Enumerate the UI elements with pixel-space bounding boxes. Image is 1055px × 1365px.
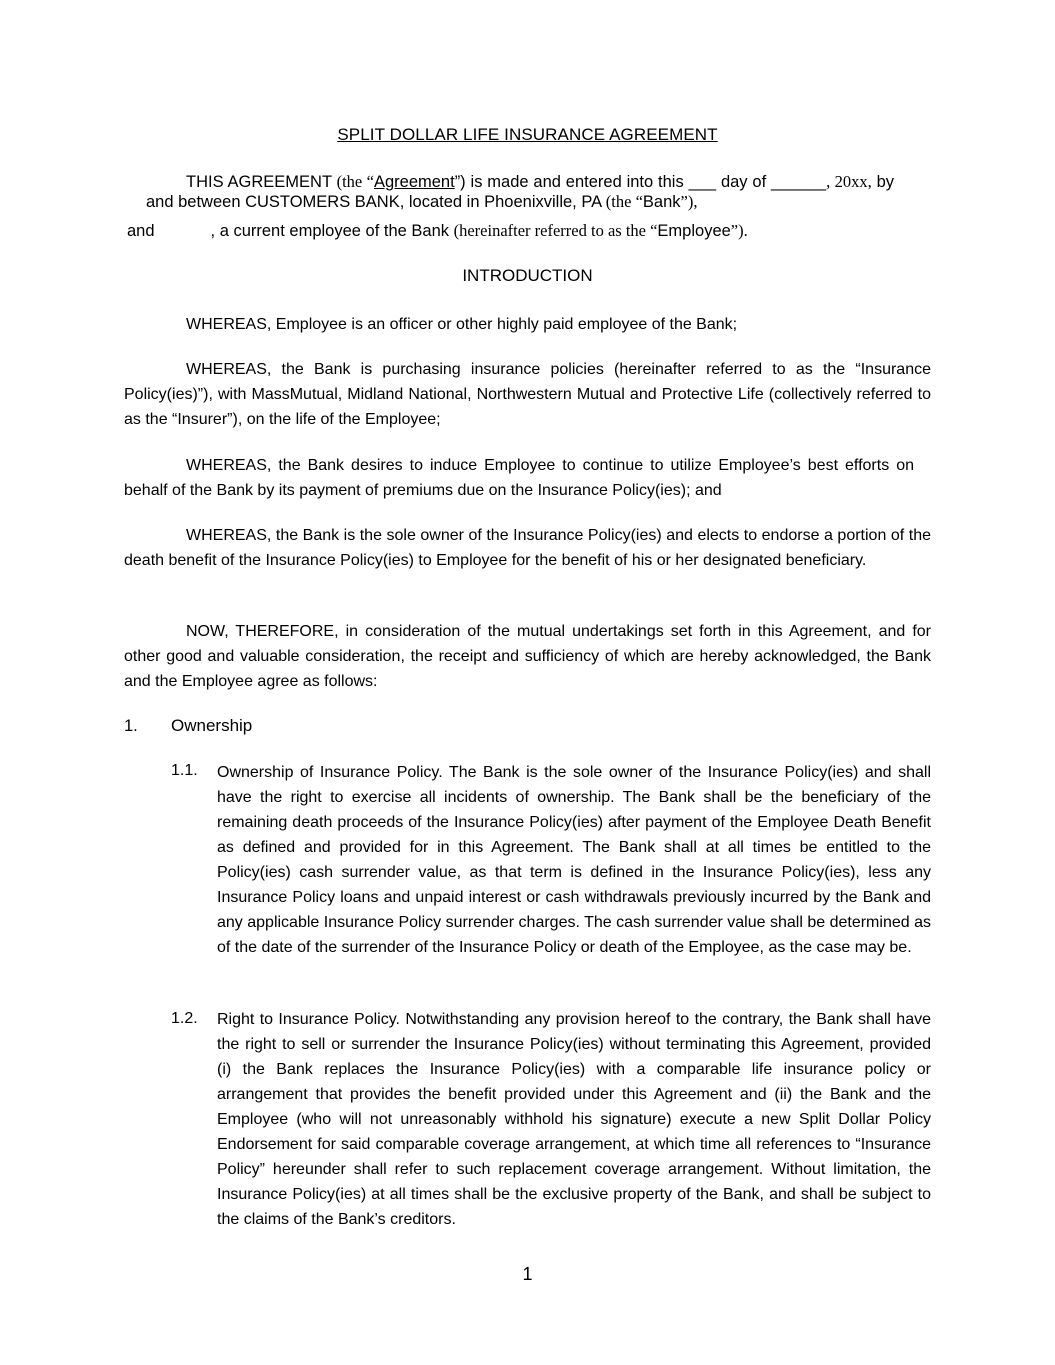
date-blank: ______ bbox=[771, 173, 827, 191]
bank-end: ”), bbox=[680, 192, 698, 211]
year-text: , 20xx, bbox=[826, 172, 872, 191]
opening-and: and bbox=[127, 222, 155, 240]
employee-term: Employee bbox=[657, 222, 731, 240]
opening-line2-rest: by and between CUSTOMERS BANK, located in Phoenixville, PA bbox=[146, 173, 894, 211]
opening-line-3 bbox=[127, 220, 748, 242]
employee-end: ”). bbox=[730, 221, 748, 240]
opening-line1-rest: ”) is made and entered into this ___ day of bbox=[454, 173, 767, 191]
section-1-2-number: 1.2. bbox=[171, 1010, 198, 1027]
section-1-1-text: Ownership of Insurance Policy. The Bank is the sole owner of the Insurance Policy(ies) and shall have the right to exercise all incidents of ownership. The Bank shall be the beneficiary of the remaining death proceeds of the Insurance Policy(ies) after payment of the Employee Death Benefit as defined and provided for in this Agreement. The Bank shall at all times be entitled to the Policy(ies) cash surrender value, as that term is defined in the Insurance Policy(ies), less any Insurance Policy loans and unpaid interest or cash withdrawals previously incurred by the Bank and any applicable Insurance Policy surrender charges. The cash surrender value shall be determined as of the date of the surrender of the Insurance Policy or death of the Employee, as the case may be. bbox=[217, 764, 931, 956]
agreement-term: Agreement bbox=[373, 173, 455, 191]
section-1-2-text: Right to Insurance Policy. Notwithstanding any provision hereof to the contrary, the Bank shall have the right to sell or surrender the Insurance Policy(ies) without terminating this Agreement, provided (i) the Bank replaces the Insurance Policy(ies) with a comparable life insurance policy or arrangement that provides the benefit provided under this Agreement and (ii) the Bank and the Employee (who will not unreasonably withhold his signature) execute a new Split Dollar Policy Endorsement for said comparable coverage arrangement, at which time all references to “Insurance Policy” hereunder shall refer to such replacement coverage arrangement. Without limitation, the Insurance Policy(ies) at all times shall be the exclusive property of the Bank, and shall be subject to the claims of the Bank’s creditors. bbox=[217, 1011, 931, 1228]
section-1-number: 1. bbox=[124, 717, 138, 735]
bank-the: (the “ bbox=[605, 192, 643, 211]
document-title: SPLIT DOLLAR LIFE INSURANCE AGREEMENT bbox=[337, 125, 718, 144]
now-therefore-paragraph: NOW, THEREFORE, in consideration of the mutual undertakings set forth in this Agreement, and for other good and valuable consideration, the receipt and sufficiency of which are hereby acknowledged, the Bank and the Employee agree as follows: bbox=[124, 623, 931, 690]
opening-paragraph bbox=[146, 172, 894, 212]
whereas-paragraph-2: WHEREAS, the Bank is purchasing insurance policies (hereinafter referred to as the “Insurance Policy(ies)”), with MassMutual, Midland National, Northwestern Mutual and Protective Life (collectively referred to as the “Insurer”), on the life of the Employee; bbox=[124, 361, 931, 428]
hereinafter-text: (hereinafter referred to as the “ bbox=[453, 221, 658, 240]
section-1-1-number: 1.1. bbox=[171, 762, 198, 779]
opening-line3-rest: , a current employee of the Bank bbox=[210, 222, 454, 240]
whereas-paragraph-3: WHEREAS, the Bank desires to induce Employee to continue to utilize Employee’s best efforts on behalf of the Bank by its payment of premiums due on the Insurance Policy(ies); and bbox=[124, 457, 914, 499]
opening-this-agreement: THIS AGREEMENT bbox=[186, 173, 332, 191]
introduction-heading: INTRODUCTION bbox=[462, 266, 593, 285]
whereas-paragraph-1: WHEREAS, Employee is an officer or other highly paid employee of the Bank; bbox=[186, 316, 738, 333]
opening-the: (the “ bbox=[336, 172, 374, 191]
section-1-title: Ownership bbox=[171, 716, 253, 735]
whereas-paragraph-4: WHEREAS, the Bank is the sole owner of the Insurance Policy(ies) and elects to endorse a portion of the death benefit of the Insurance Policy(ies) to Employee for the benefit of his or her designated beneficiary. bbox=[124, 527, 931, 569]
page-number: 1 bbox=[522, 1264, 533, 1284]
bank-term: Bank bbox=[642, 193, 681, 211]
